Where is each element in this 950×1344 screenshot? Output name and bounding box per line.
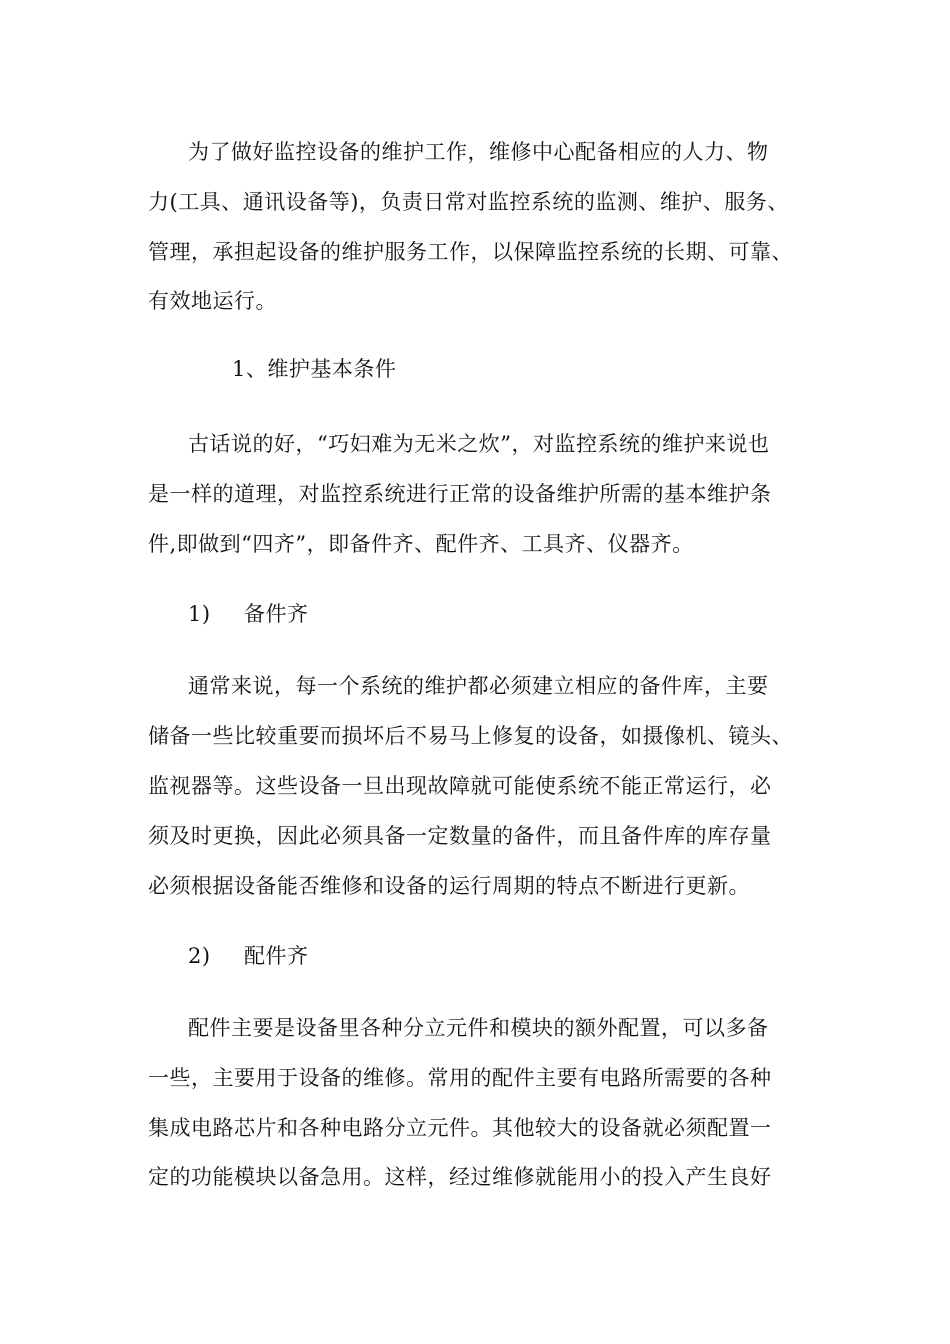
paragraph-line: 储备一些比较重要而损坏后不易马上修复的设备，如摄像机、镜头、 [148,724,793,748]
paragraph-line: 一些，主要用于设备的维修。常用的配件主要有电路所需要的各种 [148,1066,772,1090]
list-heading: 备件齐 [244,602,309,626]
paragraph-line: 古话说的好，“巧妇难为无米之炊”，对监控系统的维护来说也 [188,432,770,456]
list-heading: 配件齐 [244,944,309,968]
paragraph-line: 为了做好监控设备的维护工作，维修中心配备相应的人力、物 [188,140,769,164]
section-heading: 1、维护基本条件 [232,357,397,381]
paragraph-line: 配件主要是设备里各种分立元件和模块的额外配置，可以多备 [188,1016,769,1040]
paragraph-line: 必须根据设备能否维修和设备的运行周期的特点不断进行更新。 [148,874,750,898]
paragraph-line: 监视器等。这些设备一旦出现故障就可能使系统不能正常运行，必 [148,774,772,798]
paragraph-line: 通常来说，每一个系统的维护都必须建立相应的备件库，主要 [188,674,769,698]
list-number: 1) [188,602,211,626]
paragraph-line: 管理，承担起设备的维护服务工作，以保障监控系统的长期、可靠、 [148,240,793,264]
paragraph-line: 有效地运行。 [148,289,277,313]
paragraph-line: 定的功能模块以备急用。这样，经过维修就能用小的投入产生良好 [148,1165,772,1189]
paragraph-line: 是一样的道理，对监控系统进行正常的设备维护所需的基本维护条 [148,482,772,506]
paragraph-line: 集成电路芯片和各种电路分立元件。其他较大的设备就必须配置一 [148,1116,772,1140]
list-number: 2) [188,944,211,968]
paragraph-line: 力(工具、通讯设备等)，负责日常对监控系统的监测、维护、服务、 [148,190,789,214]
paragraph-line: 须及时更换，因此必须具备一定数量的备件，而且备件库的库存量 [148,824,772,848]
paragraph-line: 件,即做到“四齐”，即备件齐、配件齐、工具齐、仪器齐。 [148,532,694,556]
